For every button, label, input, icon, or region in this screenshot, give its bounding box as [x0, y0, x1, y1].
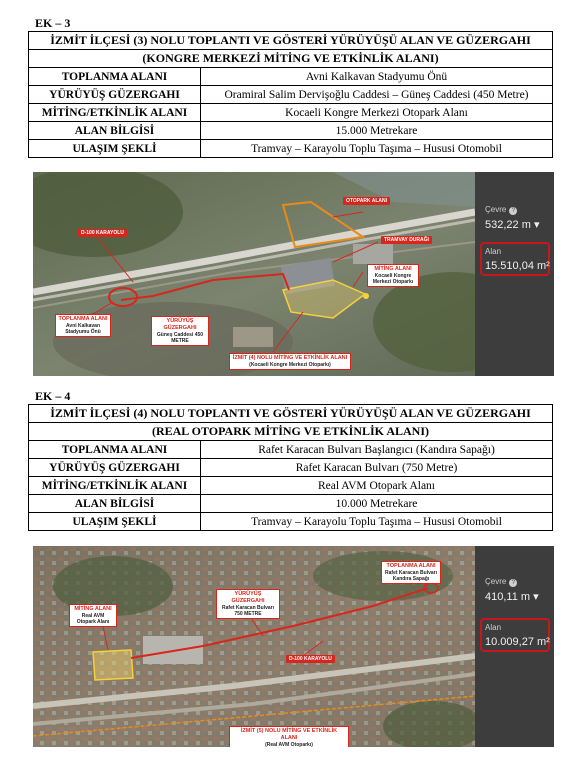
chevron-down-icon: ▾	[533, 591, 539, 603]
help-icon[interactable]: ?	[509, 579, 517, 587]
ek4-caption-label: İZMİT (5) NOLU MİTİNG VE ETKİNLİK ALANI (Real AVM Otoparkı)	[229, 726, 349, 747]
table-row: YÜRÜYÜŞ GÜZERGAHI Oramiral Salim Dervişoğlu Caddesi – Güneş Caddesi (450 Metre)	[29, 86, 553, 104]
ek3-header-1: İZMİT İLÇESİ (3) NOLU TOPLANTI VE GÖSTERİ YÜRÜYÜŞÜ ALAN VE GÜZERGAHI	[29, 32, 553, 50]
ek3-yuruyus-label: YÜRÜYÜŞ GÜZERGAHI Güneş Caddesi 450 METRE	[151, 316, 209, 346]
ek3-title: EK – 3	[35, 16, 71, 30]
ek4-perimeter-caption: Çevre ?	[485, 577, 517, 587]
table-row: MİTİNG/ETKİNLİK ALANI Real AVM Otopark Alanı	[29, 477, 553, 495]
ek3-miting-label: MİTİNG ALANI Kocaeli Kongre Merkezi Otoparkı	[367, 264, 419, 287]
table-row: TOPLANMA ALANI Avni Kalkavan Stadyumu Önü	[29, 68, 553, 86]
table-row: ALAN BİLGİSİ 15.000 Metrekare	[29, 122, 553, 140]
ek4-toplanma-label: TOPLANMA ALANI Rafet Karacan Bulvarı Kandıra Sapağı	[381, 561, 441, 584]
table-row: ULAŞIM ŞEKLİ Tramvay – Karayolu Toplu Taşıma – Hususi Otomobil	[29, 513, 553, 531]
table-row: YÜRÜYÜŞ GÜZERGAHI Rafet Karacan Bulvarı (750 Metre)	[29, 459, 553, 477]
ek4-measure-panel	[475, 546, 554, 747]
ek3-info-table	[28, 31, 553, 158]
ek4-header-1: İZMİT İLÇESİ (4) NOLU TOPLANTI VE GÖSTERİ YÜRÜYÜŞÜ ALAN VE GÜZERGAHI	[29, 405, 553, 423]
help-icon[interactable]: ?	[509, 207, 517, 215]
ek4-perimeter-value[interactable]: 410,11 m ▾	[485, 591, 539, 603]
ek3-tramvay-tag: TRAMVAY DURAĞI	[381, 236, 432, 244]
ek4-yuruyus-label: YÜRÜYÜŞ GÜZERGAHI Rafet Karacan Bulvarı 750 METRE	[216, 589, 280, 619]
ek4-d100-tag: D-100 KARAYOLU	[286, 655, 335, 663]
ek4-area-caption: Alan	[485, 623, 502, 632]
ek3-caption-label: İZMİT (4) NOLU MİTİNG VE ETKİNLİK ALANI (Kocaeli Kongre Merkezi Otoparkı)	[229, 353, 351, 370]
ek4-area-value: 10.009,27 m²	[485, 636, 550, 648]
ek3-header-2: (KONGRE MERKEZİ MİTİNG VE ETKİNLİK ALANI)	[29, 50, 553, 68]
ek3-otopark-tag: OTOPARK ALANI	[343, 197, 390, 205]
ek4-miting-area-outline	[93, 650, 133, 680]
ek4-miting-label: MİTİNG ALANI Real AVM Otopark Alanı	[69, 604, 117, 627]
ek3-perimeter-value[interactable]: 532,22 m ▾	[485, 219, 540, 231]
ek4-aerial-map	[33, 546, 554, 747]
ek4-info-table	[28, 404, 553, 531]
ek3-measure-panel	[475, 172, 554, 376]
ek3-area-value: 15.510,04 m²	[485, 260, 550, 272]
ek3-aerial-map	[33, 172, 554, 376]
ek4-title: EK – 4	[35, 389, 71, 403]
ek3-area-caption: Alan	[485, 247, 502, 256]
ek4-header-2: (REAL OTOPARK MİTİNG VE ETKİNLİK ALANI)	[29, 423, 553, 441]
table-row: ALAN BİLGİSİ 10.000 Metrekare	[29, 495, 553, 513]
table-row: MİTİNG/ETKİNLİK ALANI Kocaeli Kongre Merkezi Otopark Alanı	[29, 104, 553, 122]
ek3-toplanma-label: TOPLANMA ALANI Avni Kalkavan Stadyumu Önü	[55, 314, 111, 337]
ek3-d100-tag: D-100 KARAYOLU	[78, 229, 127, 237]
table-row: ULAŞIM ŞEKLİ Tramvay – Karayolu Toplu Taşıma – Hususi Otomobil	[29, 140, 553, 158]
table-row: TOPLANMA ALANI Rafet Karacan Bulvarı Başlangıcı (Kandıra Sapağı)	[29, 441, 553, 459]
chevron-down-icon: ▾	[533, 219, 540, 231]
ek3-perimeter-caption: Çevre ?	[485, 205, 517, 215]
